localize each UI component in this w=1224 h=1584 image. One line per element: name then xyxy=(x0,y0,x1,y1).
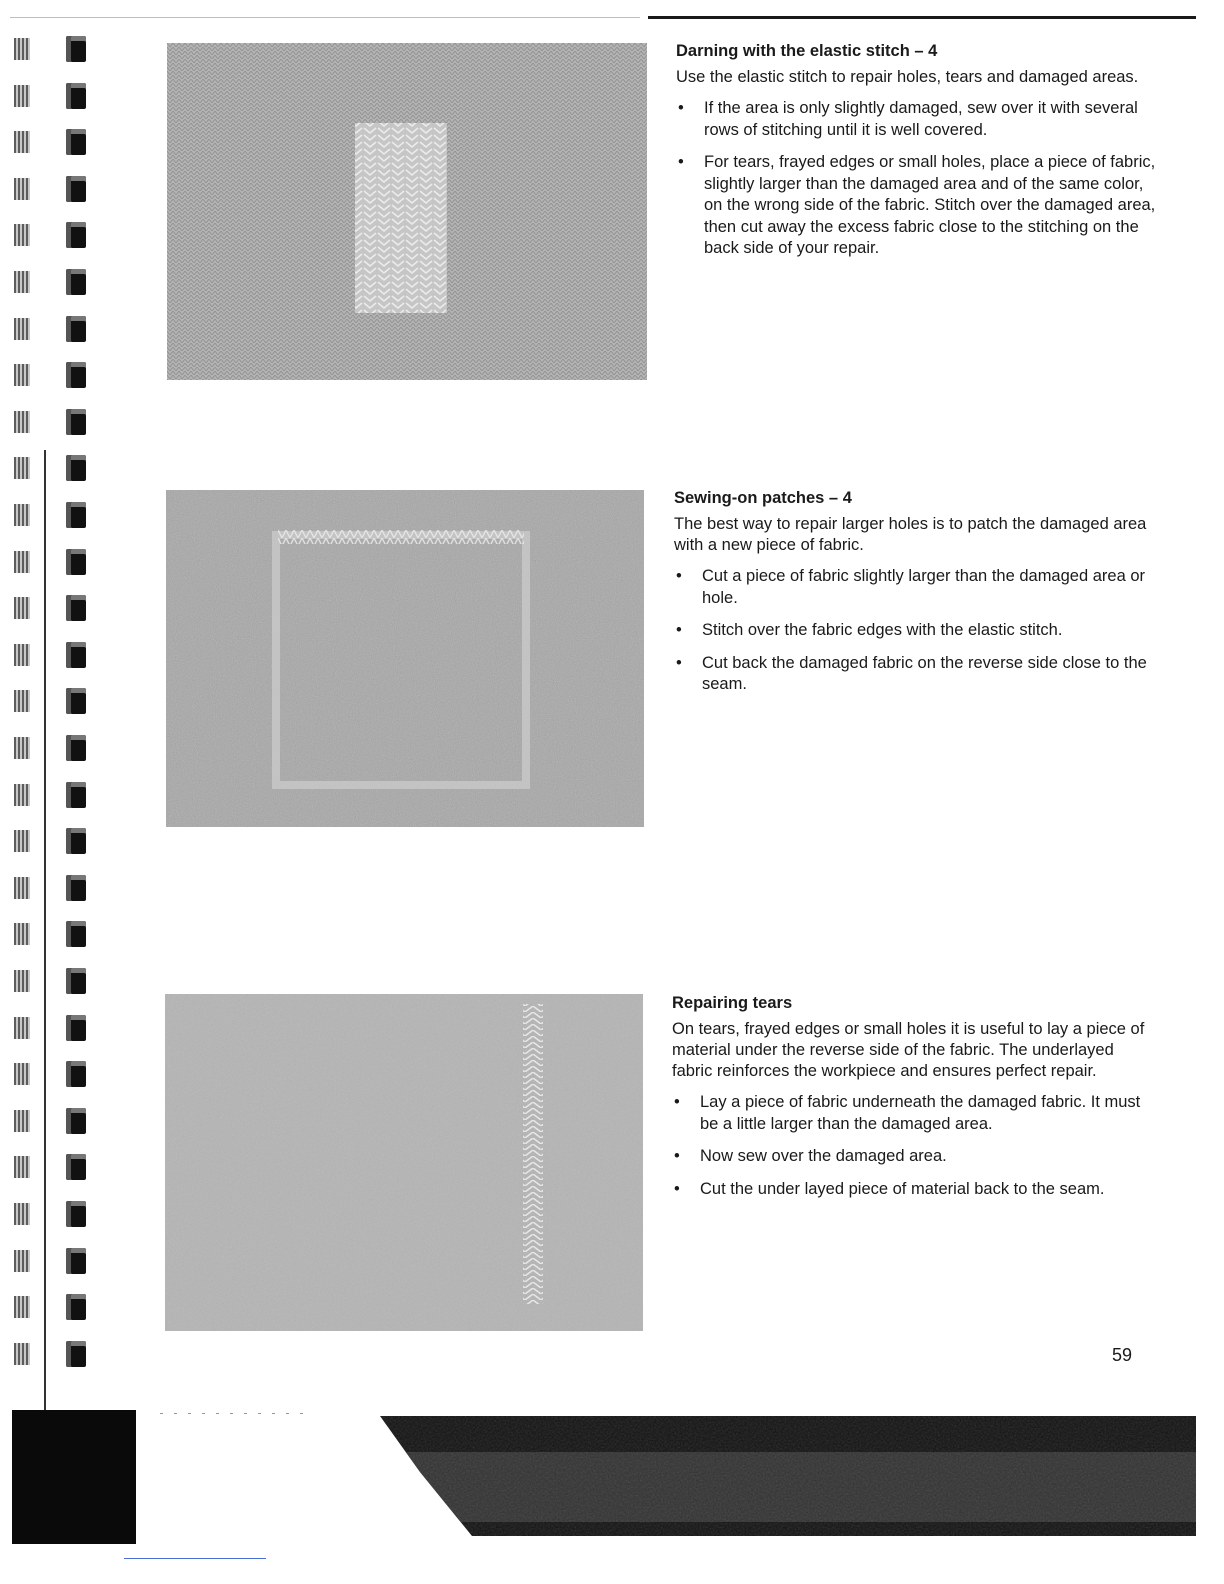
top-rule xyxy=(648,16,1196,19)
thumb-tab xyxy=(12,1410,136,1544)
binding-ring xyxy=(8,220,88,250)
darned-area xyxy=(355,123,447,313)
binding-ring xyxy=(8,127,88,157)
bottom-dotted-mark xyxy=(160,1413,310,1414)
section-repairing-tears xyxy=(672,993,1152,1211)
binding-ring xyxy=(8,873,88,903)
tear-seam xyxy=(523,1004,543,1304)
list-item: • For tears, frayed edges or small holes, place a piece of fabric, slightly larger than the damaged area and of the same color, on the wrong side of the fabric. Stitch over the damaged area, then cut away the excess fabric close to the stitching on the back side of your repair. xyxy=(676,152,1156,260)
bullet-list xyxy=(672,1092,1152,1200)
section-heading: Repairing tears xyxy=(672,994,793,1012)
binding-ring xyxy=(8,1106,88,1136)
tear-fabric-image xyxy=(165,994,643,1331)
list-item: • Cut back the damaged fabric on the reverse side close to the seam. xyxy=(674,653,1154,696)
binding-ring xyxy=(8,1292,88,1322)
spiral-binding xyxy=(0,30,110,1410)
page-number: 59 xyxy=(1112,1345,1133,1365)
binding-ring xyxy=(8,314,88,344)
section-darning xyxy=(676,41,1156,271)
section-intro: The best way to repair larger holes is to patch the damaged area with a new piece of fabric. xyxy=(674,515,1147,554)
darning-photo xyxy=(167,43,647,380)
binding-ring xyxy=(8,81,88,111)
binding-ring xyxy=(8,780,88,810)
binding-ring xyxy=(8,1246,88,1276)
section-heading: Sewing-on patches – 4 xyxy=(674,489,852,507)
binding-ring xyxy=(8,686,88,716)
list-item: • Stitch over the fabric edges with the elastic stitch. xyxy=(674,620,1154,642)
binding-ring xyxy=(8,733,88,763)
binding-ring xyxy=(8,919,88,949)
list-item: • Now sew over the damaged area. xyxy=(672,1146,1152,1168)
binding-ring xyxy=(8,500,88,530)
binding-ring xyxy=(8,1013,88,1043)
tear-repair-photo xyxy=(165,994,643,1331)
section-intro: On tears, frayed edges or small holes it is useful to lay a piece of material under the reverse side of the fabric. The underlayed fabric reinforces the workpiece and ensures perfect repair. xyxy=(672,1020,1145,1080)
binding-ring xyxy=(8,640,88,670)
list-item: • Cut the under layed piece of material back to the seam. xyxy=(672,1179,1152,1201)
list-item: • Cut a piece of fabric slightly larger than the damaged area or hole. xyxy=(674,566,1154,609)
binding-ring xyxy=(8,547,88,577)
binding-ring xyxy=(8,1152,88,1182)
list-item: • Lay a piece of fabric underneath the damaged fabric. It must be a little larger than the damaged area. xyxy=(672,1092,1152,1135)
binding-ring xyxy=(8,593,88,623)
binding-ring xyxy=(8,1339,88,1369)
binding-ring xyxy=(8,360,88,390)
bullet-list xyxy=(676,98,1156,260)
binding-ring xyxy=(8,966,88,996)
list-item: • If the area is only slightly damaged, sew over it with several rows of stitching until it is well covered. xyxy=(676,98,1156,141)
binding-ring xyxy=(8,407,88,437)
binding-ring xyxy=(8,826,88,856)
top-thin-rule xyxy=(10,17,640,18)
section-heading: Darning with the elastic stitch – 4 xyxy=(676,42,938,60)
patch-fabric-image xyxy=(166,490,644,827)
binding-ring xyxy=(8,267,88,297)
binding-ring xyxy=(8,453,88,483)
patch-photo xyxy=(166,490,644,827)
darning-fabric-image xyxy=(167,43,647,380)
binding-ring xyxy=(8,1199,88,1229)
binding-ring xyxy=(8,174,88,204)
binding-ring xyxy=(8,1059,88,1089)
binding-ring xyxy=(8,34,88,64)
patch-top-seam xyxy=(278,530,524,544)
bottom-blue-line xyxy=(124,1558,266,1559)
bullet-list xyxy=(674,566,1154,696)
section-intro: Use the elastic stitch to repair holes, tears and damaged areas. xyxy=(676,68,1139,86)
bottom-dark-band xyxy=(380,1412,1196,1542)
section-patches xyxy=(674,488,1154,707)
